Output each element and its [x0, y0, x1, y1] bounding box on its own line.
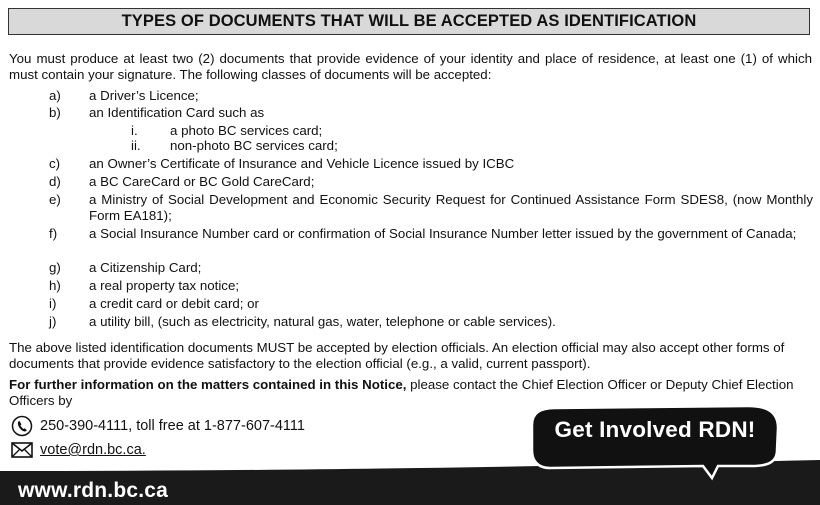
item-text: an Identification Card such as	[89, 105, 265, 120]
item-label: i)	[49, 296, 57, 311]
item-text: an Owner’s Certificate of Insurance and Vehicle Licence issued by ICBC	[89, 156, 515, 171]
acceptance-note: The above listed identification documents MUST be accepted by election officials. An election official may also accept other forms of documents that provide evidence satisfactory to the election official (e.g., a valid, current passport).	[9, 340, 785, 371]
phone-number: 250-390-4111, toll free at 1-877-607-4111	[40, 418, 305, 434]
email-link[interactable]: vote@rdn.bc.ca.	[40, 442, 146, 458]
item-label: a)	[49, 88, 61, 103]
sub-item-text: non-photo BC services card;	[170, 138, 338, 153]
item-label: b)	[49, 105, 61, 120]
further-info-text: please contact the Chief Election Officer or Deputy Chief Election Officers by	[9, 377, 794, 408]
item-text: a BC CareCard or BC Gold CareCard;	[89, 174, 315, 189]
sub-item-label: ii.	[131, 138, 141, 153]
item-text: a Social Insurance Number card or confirmation of Social Insurance Number letter issued by the government of Canada;	[89, 226, 797, 241]
item-label: c)	[49, 156, 61, 171]
item-label: d)	[49, 174, 61, 189]
item-text: a credit card or debit card; or	[89, 296, 259, 311]
item-text: a Driver’s Licence;	[89, 88, 199, 103]
further-info-lead: For further information on the matters contained in this Notice,	[9, 377, 407, 392]
intro-paragraph: You must produce at least two (2) documents that provide evidence of your identity and place of residence, at least one (1) of which must contain your signature. The following classes of documents will be accepted:	[9, 51, 812, 82]
item-text: a Ministry of Social Development and Economic Security Request for Continued Assistance Form SDES8, (now Monthly Form EA181);	[89, 192, 813, 224]
get-involved-slogan: Get Involved RDN!	[554, 417, 756, 442]
item-label: f)	[49, 226, 58, 241]
item-label: h)	[49, 278, 61, 293]
item-text: a Citizenship Card;	[89, 260, 202, 275]
item-text: a utility bill, (such as electricity, natural gas, water, telephone or cable services).	[89, 314, 556, 329]
sub-item-text: a photo BC services card;	[170, 123, 323, 138]
website-url[interactable]: www.rdn.bc.ca	[18, 479, 169, 502]
item-label: j)	[49, 314, 57, 329]
sub-item-label: i.	[131, 123, 138, 138]
section-title: TYPES OF DOCUMENTS THAT WILL BE ACCEPTED AS IDENTIFICATION	[8, 8, 810, 35]
item-text: a real property tax notice;	[89, 278, 240, 293]
item-label: g)	[49, 260, 61, 275]
item-label: e)	[49, 192, 61, 207]
